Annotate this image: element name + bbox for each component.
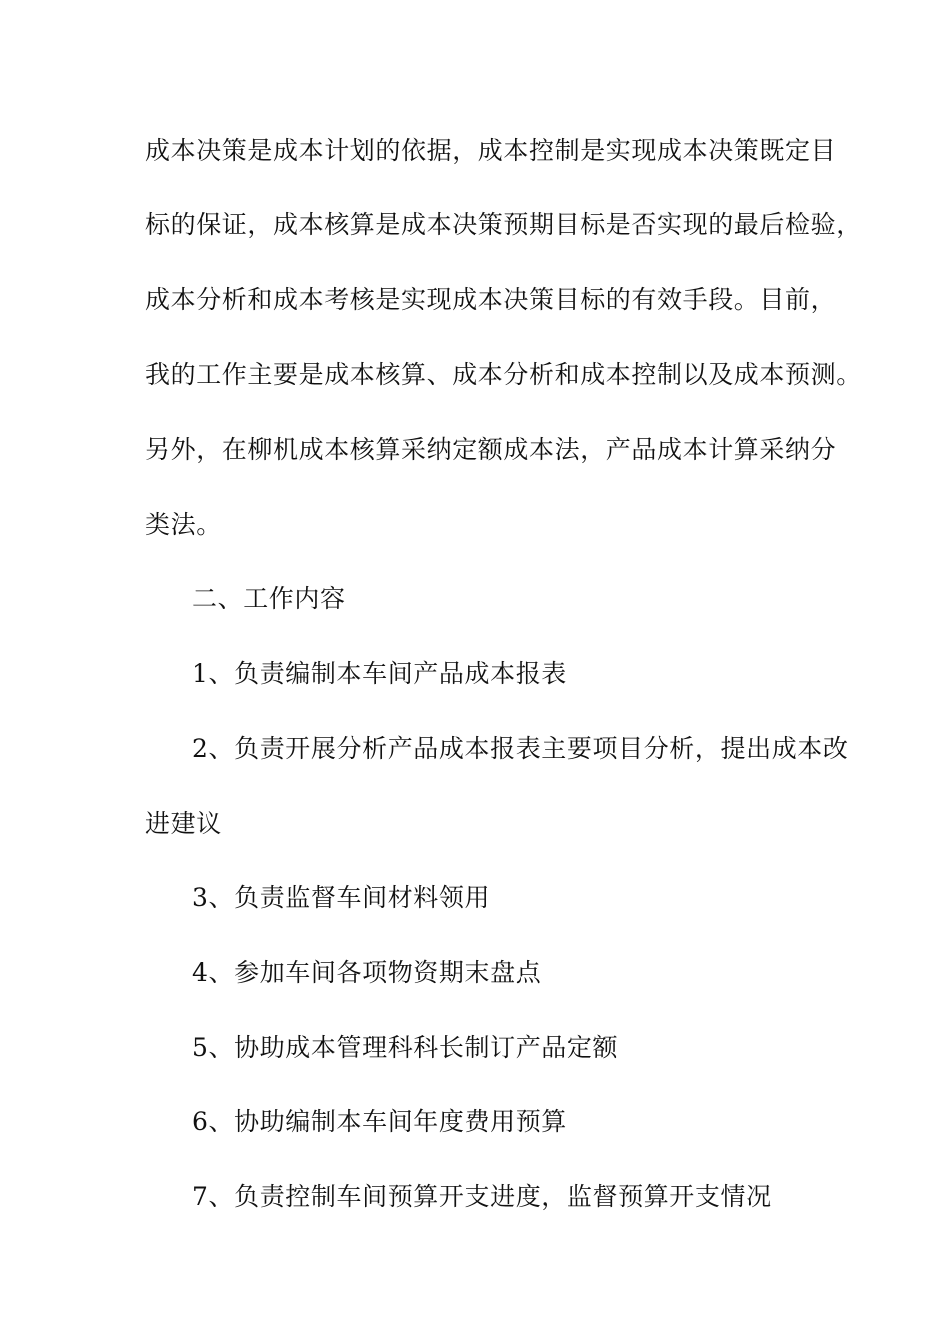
list-item: 2、负责开展分析产品成本报表主要项目分析，提出成本改 <box>192 734 849 763</box>
paragraph-line: 类法。 <box>145 510 222 539</box>
paragraph-line: 成本分析和成本考核是实现成本决策目标的有效手段。目前， <box>145 285 837 314</box>
list-item: 3、负责监督车间材料领用 <box>192 883 491 912</box>
paragraph-line: 标的保证，成本核算是成本决策预期目标是否实现的最后检验， <box>145 210 862 239</box>
paragraph-line: 成本决策是成本计划的依据，成本控制是实现成本决策既定目 <box>145 136 837 165</box>
section-heading: 二、工作内容 <box>192 584 346 613</box>
list-item: 1、负责编制本车间产品成本报表 <box>192 659 567 688</box>
paragraph-line: 我的工作主要是成本核算、成本分析和成本控制以及成本预测。 <box>145 360 862 389</box>
list-item: 4、参加车间各项物资期末盘点 <box>192 958 542 987</box>
list-item: 7、负责控制车间预算开支进度，监督预算开支情况 <box>192 1182 772 1211</box>
list-item: 5、协助成本管理科科长制订产品定额 <box>192 1033 619 1062</box>
list-item-continuation: 进建议 <box>145 809 222 838</box>
paragraph-line: 另外，在柳机成本核算采纳定额成本法，产品成本计算采纳分 <box>145 435 837 464</box>
list-item: 6、协助编制本车间年度费用预算 <box>192 1107 567 1136</box>
